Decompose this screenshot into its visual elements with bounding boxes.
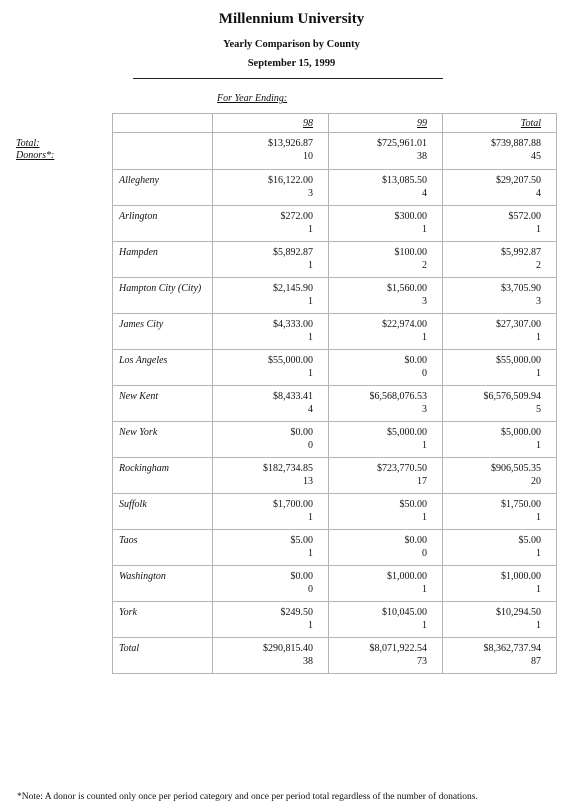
value-cell <box>213 530 329 566</box>
donor-count: 38 <box>417 151 427 162</box>
table-row <box>113 350 557 386</box>
value-cell <box>213 133 329 170</box>
value-cell <box>443 278 557 314</box>
donor-count: 1 <box>536 548 541 559</box>
donor-count: 1 <box>536 512 541 523</box>
value-cell <box>329 170 443 206</box>
value-cell <box>443 494 557 530</box>
table-row <box>113 638 557 674</box>
amount: $290,815.40 <box>263 643 313 654</box>
value-cell <box>213 278 329 314</box>
donor-count: 3 <box>422 296 427 307</box>
amount: $55,000.00 <box>268 355 313 366</box>
amount: $572.00 <box>508 211 541 222</box>
amount: $1,700.00 <box>273 499 313 510</box>
county-name <box>113 133 213 170</box>
county-name: Hampden <box>113 242 213 278</box>
donor-count: 4 <box>536 188 541 199</box>
amount: $10,045.00 <box>382 607 427 618</box>
report-subtitle: Yearly Comparison by County <box>223 39 360 50</box>
amount: $5,892.87 <box>273 247 313 258</box>
table-row <box>113 206 557 242</box>
county-name: Washington <box>113 566 213 602</box>
value-cell <box>329 638 443 674</box>
value-cell <box>443 350 557 386</box>
amount: $8,071,922.54 <box>369 643 427 654</box>
value-cell <box>443 386 557 422</box>
donor-count: 0 <box>422 548 427 559</box>
amount: $55,000.00 <box>496 355 541 366</box>
donor-count: 2 <box>422 260 427 271</box>
donor-count: 1 <box>308 548 313 559</box>
value-cell <box>213 206 329 242</box>
value-cell <box>329 314 443 350</box>
donor-count: 5 <box>536 404 541 415</box>
donor-count: 1 <box>422 332 427 343</box>
donor-count: 1 <box>536 332 541 343</box>
donor-count: 1 <box>536 440 541 451</box>
value-cell <box>213 602 329 638</box>
county-comparison-table <box>112 113 557 674</box>
donor-count: 1 <box>308 296 313 307</box>
county-name: Arlington <box>113 206 213 242</box>
value-cell <box>329 494 443 530</box>
donor-count: 1 <box>536 224 541 235</box>
donors-label: Donors*: <box>16 150 55 161</box>
amount: $1,000.00 <box>387 571 427 582</box>
value-cell <box>443 206 557 242</box>
value-cell <box>213 638 329 674</box>
amount: $0.00 <box>290 571 313 582</box>
donor-count: 4 <box>422 188 427 199</box>
amount: $16,122.00 <box>268 175 313 186</box>
table-row <box>113 170 557 206</box>
donor-count: 1 <box>308 368 313 379</box>
value-cell <box>443 170 557 206</box>
value-cell <box>443 566 557 602</box>
amount: $5.00 <box>290 535 313 546</box>
value-cell <box>213 566 329 602</box>
amount: $182,734.85 <box>263 463 313 474</box>
amount: $8,433.41 <box>273 391 313 402</box>
table-row <box>113 530 557 566</box>
amount: $1,560.00 <box>387 283 427 294</box>
total-donors-label <box>16 138 54 162</box>
value-cell <box>329 133 443 170</box>
donor-count: 73 <box>417 656 427 667</box>
county-name: Suffolk <box>113 494 213 530</box>
amount: $6,576,509.94 <box>483 391 541 402</box>
amount: $249.50 <box>280 607 313 618</box>
county-name: York <box>113 602 213 638</box>
value-cell <box>213 458 329 494</box>
amount: $100.00 <box>394 247 427 258</box>
donor-count: 1 <box>536 368 541 379</box>
column-header: 99 <box>329 114 443 133</box>
table-row <box>113 314 557 350</box>
amount: $5,992.87 <box>501 247 541 258</box>
county-name: New York <box>113 422 213 458</box>
value-cell <box>443 242 557 278</box>
county-name: James City <box>113 314 213 350</box>
value-cell <box>329 206 443 242</box>
donor-count: 20 <box>531 476 541 487</box>
value-cell <box>213 314 329 350</box>
value-cell <box>329 602 443 638</box>
amount: $4,333.00 <box>273 319 313 330</box>
value-cell <box>443 422 557 458</box>
value-cell <box>329 386 443 422</box>
report-date: September 15, 1999 <box>247 58 336 69</box>
report-title: Millennium University <box>218 11 365 27</box>
donor-count: 1 <box>536 620 541 631</box>
donor-count: 3 <box>536 296 541 307</box>
donor-count: 1 <box>422 512 427 523</box>
donor-count: 87 <box>531 656 541 667</box>
table-row <box>113 133 557 170</box>
value-cell <box>329 530 443 566</box>
header-row <box>113 114 557 133</box>
county-name: Taos <box>113 530 213 566</box>
donor-count: 1 <box>536 584 541 595</box>
value-cell <box>443 133 557 170</box>
amount: $0.00 <box>290 427 313 438</box>
county-name: Allegheny <box>113 170 213 206</box>
footnote: *Note: A donor is counted only once per period category and once per period total regardless of the number of donations. <box>17 792 478 802</box>
donor-count: 0 <box>308 584 313 595</box>
donor-count: 1 <box>308 224 313 235</box>
donor-count: 45 <box>531 151 541 162</box>
amount: $1,000.00 <box>501 571 541 582</box>
donor-count: 1 <box>422 584 427 595</box>
column-header: Total <box>443 114 557 133</box>
title-divider <box>133 78 443 79</box>
value-cell <box>213 386 329 422</box>
donor-count: 3 <box>308 188 313 199</box>
donor-count: 4 <box>308 404 313 415</box>
donor-count: 3 <box>422 404 427 415</box>
donor-count: 1 <box>422 224 427 235</box>
value-cell <box>443 638 557 674</box>
amount: $13,926.87 <box>268 138 313 149</box>
value-cell <box>329 458 443 494</box>
table-row <box>113 386 557 422</box>
amount: $10,294.50 <box>496 607 541 618</box>
donor-count: 17 <box>417 476 427 487</box>
period-label: For Year Ending: <box>217 93 288 104</box>
donor-count: 1 <box>422 440 427 451</box>
donor-count: 0 <box>422 368 427 379</box>
table-row <box>113 278 557 314</box>
donor-count: 13 <box>303 476 313 487</box>
amount: $13,085.50 <box>382 175 427 186</box>
table-row <box>113 242 557 278</box>
county-name: Rockingham <box>113 458 213 494</box>
amount: $3,705.90 <box>501 283 541 294</box>
amount: $725,961.01 <box>377 138 427 149</box>
amount: $6,568,076.53 <box>369 391 427 402</box>
table-row <box>113 458 557 494</box>
header-label-cell <box>113 114 213 133</box>
county-name: Total <box>113 638 213 674</box>
donor-count: 1 <box>308 512 313 523</box>
amount: $723,770.50 <box>377 463 427 474</box>
donor-count: 1 <box>308 620 313 631</box>
table-row <box>113 422 557 458</box>
value-cell <box>213 422 329 458</box>
county-name: Hampton City (City) <box>113 278 213 314</box>
table-row <box>113 566 557 602</box>
donor-count: 10 <box>303 151 313 162</box>
column-header: 98 <box>213 114 329 133</box>
amount: $1,750.00 <box>501 499 541 510</box>
amount: $0.00 <box>404 355 427 366</box>
value-cell <box>213 170 329 206</box>
amount: $22,974.00 <box>382 319 427 330</box>
value-cell <box>329 278 443 314</box>
amount: $8,362,737.94 <box>483 643 541 654</box>
donor-count: 2 <box>536 260 541 271</box>
table-row <box>113 494 557 530</box>
amount: $27,307.00 <box>496 319 541 330</box>
amount: $5,000.00 <box>387 427 427 438</box>
amount: $5.00 <box>518 535 541 546</box>
donor-count: 0 <box>308 440 313 451</box>
amount: $29,207.50 <box>496 175 541 186</box>
donor-count: 1 <box>308 332 313 343</box>
value-cell <box>213 242 329 278</box>
value-cell <box>443 314 557 350</box>
table-row <box>113 602 557 638</box>
amount: $0.00 <box>404 535 427 546</box>
value-cell <box>443 458 557 494</box>
amount: $906,505.35 <box>491 463 541 474</box>
county-name: Los Angeles <box>113 350 213 386</box>
value-cell <box>443 530 557 566</box>
county-name: New Kent <box>113 386 213 422</box>
value-cell <box>329 242 443 278</box>
value-cell <box>329 350 443 386</box>
donor-count: 1 <box>308 260 313 271</box>
amount: $2,145.90 <box>273 283 313 294</box>
donor-count: 1 <box>422 620 427 631</box>
amount: $300.00 <box>394 211 427 222</box>
value-cell <box>213 494 329 530</box>
donor-count: 38 <box>303 656 313 667</box>
amount: $272.00 <box>280 211 313 222</box>
amount: $50.00 <box>399 499 427 510</box>
value-cell <box>213 350 329 386</box>
total-label: Total: <box>16 138 40 149</box>
value-cell <box>329 422 443 458</box>
value-cell <box>329 566 443 602</box>
amount: $5,000.00 <box>501 427 541 438</box>
value-cell <box>443 602 557 638</box>
amount: $739,887.88 <box>491 138 541 149</box>
